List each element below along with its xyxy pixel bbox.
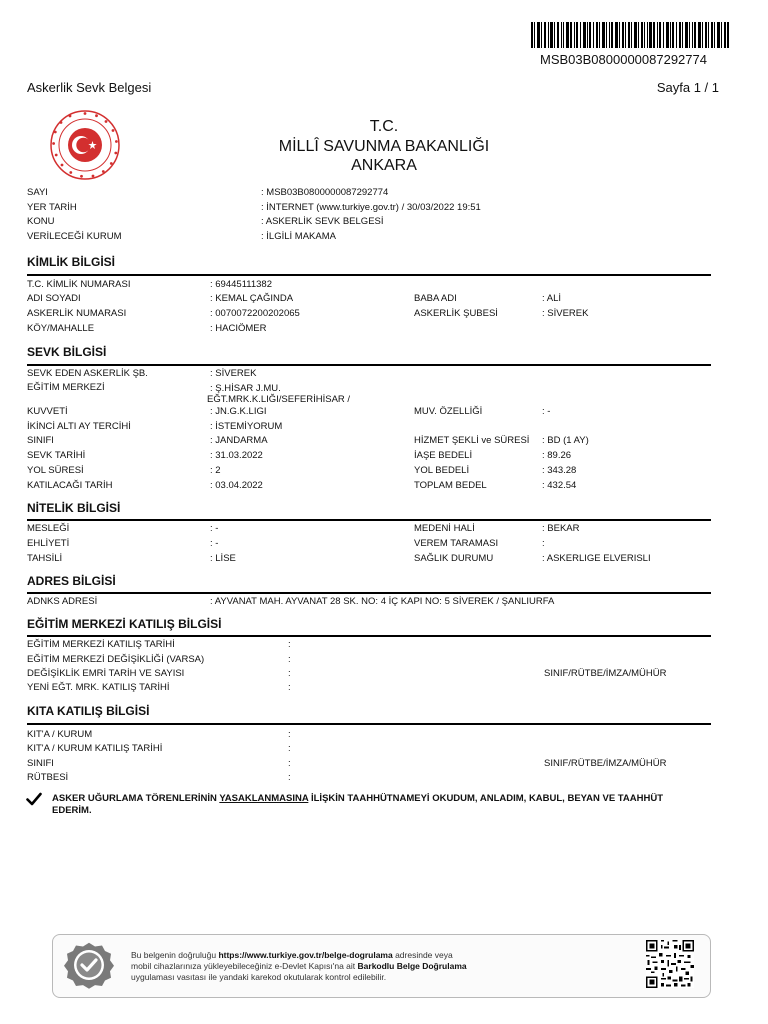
branch-label: ASKERLİK ŞUBESİ [414, 308, 498, 319]
change-order-value: : [288, 668, 291, 679]
new-tc-join-value: : [288, 682, 291, 693]
kita-signature-label: SINIF/RÜTBE/İMZA/MÜHÜR [544, 758, 667, 769]
sending-branch-label: SEVK EDEN ASKERLİK ŞB. [27, 368, 148, 379]
section-adres-heading: ADRES BİLGİSİ [27, 574, 116, 588]
military-no-label: ASKERLİK NUMARASI [27, 308, 127, 319]
class-label: SINIFI [27, 435, 54, 446]
education-value: : LİSE [210, 553, 236, 564]
section-adres-rule [27, 592, 711, 594]
document-code: MSB03B0800000087292774 [540, 52, 707, 67]
unit-class-value: : [288, 758, 291, 769]
food-cost-label: İAŞE BEDELİ [414, 450, 473, 461]
verification-text [131, 950, 551, 983]
total-cost-label: TOPLAM BEDEL [414, 480, 487, 491]
second-period-label: İKİNCİ ALTI AY TERCİHİ [27, 421, 131, 432]
verify-url[interactable]: https://www.turkiye.gov.tr/belge-dogrulama [218, 950, 393, 960]
health-value: : ASKERLIGE ELVERISLI [542, 553, 651, 564]
egitim-signature-label: SINIF/RÜTBE/İMZA/MÜHÜR [544, 668, 667, 679]
oath-text-underlined: YASAKLANMASINA [219, 793, 309, 804]
class-value: : JANDARMA [210, 435, 268, 446]
unit-value: : [288, 729, 291, 740]
oath-text-part2: İLİŞKİN TAAHHÜTNAMEYİ OKUDUM, ANLADIM, KABUL, BEYAN VE TAAHHÜT [308, 793, 664, 804]
section-sevk-heading: SEVK BİLGİSİ [27, 345, 107, 359]
section-nitelik-rule [27, 519, 711, 521]
profession-value: : - [210, 523, 219, 534]
travel-time-value: : 2 [210, 465, 221, 476]
tc-value: : 69445111382 [210, 279, 272, 290]
branch-value: : SİVEREK [542, 308, 589, 319]
health-label: SAĞLIK DURUMU [414, 553, 494, 564]
section-sevk-rule [27, 364, 711, 366]
unit-join-date-value: : [288, 743, 291, 754]
force-label: KUVVETİ [27, 406, 68, 417]
service-type-value: : BD (1 AY) [542, 435, 589, 446]
training-center-value: : Ş.HİSAR J.MU. [210, 383, 281, 394]
address-value: : AYVANAT MAH. AYVANAT 28 SK. NO: 4 İÇ KAPI NO: 5 SİVEREK / ŞANLIURFA [210, 596, 555, 607]
military-no-value: : 0070072200202065 [210, 308, 300, 319]
service-type-label: HİZMET ŞEKLİ ve SÜRESİ [414, 435, 530, 446]
address-label: ADNKS ADRESİ [27, 596, 98, 607]
tb-screening-label: VEREM TARAMASI [414, 538, 499, 549]
verify-text-1: Bu belgenin doğruluğu [131, 950, 219, 960]
village-label: KÖY/MAHALLE [27, 323, 95, 334]
license-label: EHLİYETİ [27, 538, 70, 549]
village-value: : HACIÖMER [210, 323, 267, 334]
training-center-value-2: EĞT.MRK.K.LIĞI/SEFERİHİSAR / [207, 394, 351, 405]
meta-label-sayi: SAYI [27, 187, 48, 198]
change-order-label: DEĞİŞİKLİK EMRİ TARİH VE SAYISI [27, 668, 185, 679]
verified-badge-icon [62, 940, 116, 990]
training-center-label: EĞİTİM MERKEZİ [27, 382, 105, 393]
tc-join-date-value: : [288, 639, 291, 650]
total-cost-value: : 432.54 [542, 480, 577, 491]
new-tc-join-label: YENİ EĞT. MRK. KATILIŞ TARİHİ [27, 682, 170, 693]
oath-text-part1: ASKER UĞURLAMA TÖRENLERİNİN [52, 793, 220, 804]
rank-label: RÜTBESİ [27, 772, 69, 783]
meta-label-kurum: VERİLECEĞİ KURUM [27, 231, 122, 242]
meta-label-konu: KONU [27, 216, 55, 227]
second-period-value: : İSTEMİYORUM [210, 421, 283, 432]
name-label: ADI SOYADI [27, 293, 81, 304]
father-label: BABA ADI [414, 293, 457, 304]
meta-value-yer-tarih: : İNTERNET (www.turkiye.gov.tr) / 30/03/2022 19:51 [261, 202, 481, 213]
unit-class-label: SINIFI [27, 758, 54, 769]
rank-value: : [288, 772, 291, 783]
page-indicator: Sayfa 1 / 1 [656, 80, 719, 95]
section-nitelik-heading: NİTELİK BİLGİSİ [27, 501, 121, 515]
title-city: ANKARA [351, 157, 417, 174]
muv-label: MUV. ÖZELLİĞİ [414, 406, 483, 417]
father-value: : ALİ [542, 293, 562, 304]
meta-value-konu: : ASKERLİK SEVK BELGESİ [261, 216, 384, 227]
tc-change-value: : [288, 654, 291, 665]
barcode [531, 22, 729, 48]
name-value: : KEMAL ÇAĞINDA [210, 293, 294, 304]
section-egitim-heading: EĞİTİM MERKEZİ KATILIŞ BİLGİSİ [27, 617, 222, 631]
meta-value-kurum: : İLGİLİ MAKAMA [261, 231, 336, 242]
section-kita-heading: KITA KATILIŞ BİLGİSİ [27, 704, 150, 718]
muv-value: : - [542, 406, 551, 417]
title-tc: T.C. [369, 118, 399, 135]
travel-cost-value: : 343.28 [542, 465, 577, 476]
tc-join-date-label: EĞİTİM MERKEZİ KATILIŞ TARİHİ [27, 639, 175, 650]
verify-text-2: adresinde veya [392, 950, 453, 960]
qr-code [646, 940, 694, 988]
dispatch-date-value: : 31.03.2022 [210, 450, 263, 461]
title-ministry: MİLLÎ SAVUNMA BAKANLIĞI [278, 138, 490, 155]
marital-label: MEDENİ HALİ [414, 523, 475, 534]
tc-change-label: EĞİTİM MERKEZİ DEĞİŞİKLİĞİ (VARSA) [27, 654, 205, 665]
unit-label: KIT'A / KURUM [27, 729, 93, 740]
education-label: TAHSİLİ [27, 553, 63, 564]
profession-label: MESLEĞİ [27, 523, 70, 534]
force-value: : JN.G.K.LIGI [210, 406, 267, 417]
unit-join-date-label: KIT'A / KURUM KATILIŞ TARİHİ [27, 743, 163, 754]
travel-time-label: YOL SÜRESİ [27, 465, 84, 476]
meta-value-sayi: : MSB03B0800000087292774 [261, 187, 389, 198]
section-kimlik-rule [27, 274, 711, 276]
dispatch-date-label: SEVK TARİHİ [27, 450, 86, 461]
section-egitim-rule [27, 635, 711, 637]
join-date-label: KATILACAĞI TARİH [27, 480, 113, 491]
join-date-value: : 03.04.2022 [210, 480, 263, 491]
meta-label-yer-tarih: YER TARİH [27, 202, 77, 213]
verify-text-4: uygulaması vasıtası ile yandaki karekod okutularak kontrol edilebilir. [131, 972, 387, 982]
sending-branch-value: : SİVEREK [210, 368, 257, 379]
check-icon [26, 792, 42, 806]
tc-label: T.C. KİMLİK NUMARASI [27, 279, 131, 290]
tb-screening-value: : [542, 538, 545, 549]
section-kimlik-heading: KİMLİK BİLGİSİ [27, 255, 115, 269]
section-kita-rule [27, 723, 711, 725]
oath-statement [52, 793, 732, 817]
document-title: Askerlik Sevk Belgesi [27, 80, 152, 95]
license-value: : - [210, 538, 219, 549]
food-cost-value: : 89.26 [542, 450, 572, 461]
oath-text-line2: EDERİM. [52, 805, 92, 816]
marital-value: : BEKAR [542, 523, 580, 534]
verify-app-name: Barkodlu Belge Doğrulama [357, 961, 467, 971]
travel-cost-label: YOL BEDELİ [414, 465, 470, 476]
verify-text-3: mobil cihazlarınıza yükleyebileceğiniz e-Devlet Kapısı'na ait [131, 961, 358, 971]
